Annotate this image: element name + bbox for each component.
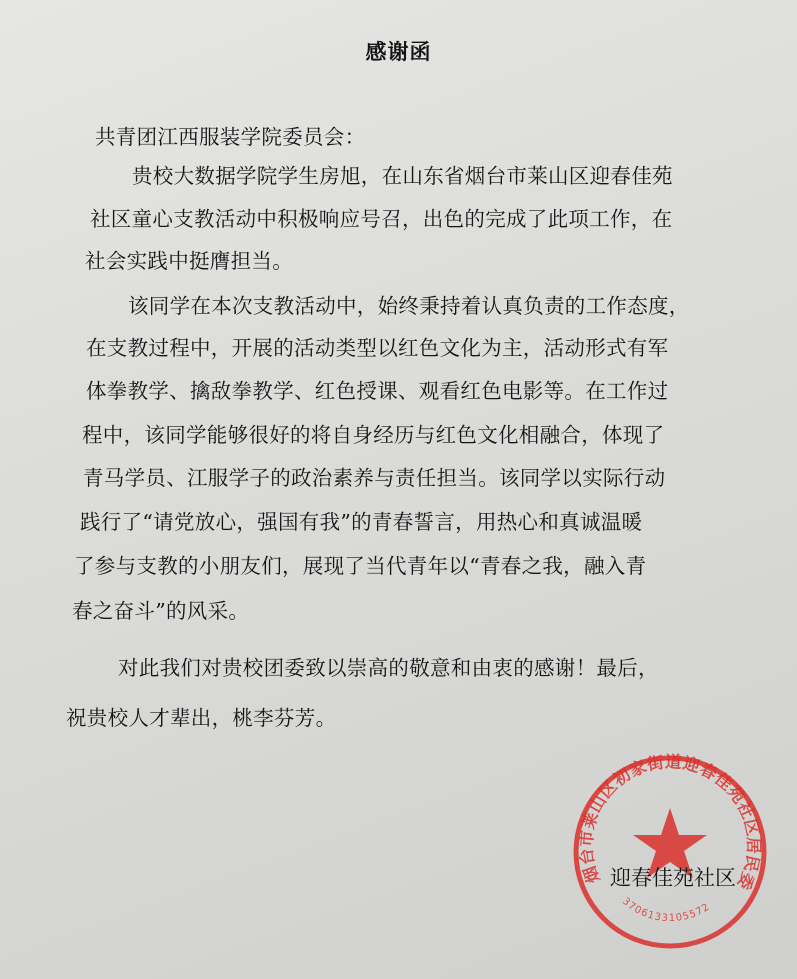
body-line: 对此我们对贵校团委致以崇高的敬意和由衷的感谢！最后，	[118, 656, 659, 680]
body-line: 程中，该同学能够很好的将自身经历与红色文化相融合，体现了	[82, 423, 665, 447]
body-line: 该同学在本次支教活动中，始终秉持着认真负责的工作态度，	[128, 294, 690, 318]
body-line: 践行了“请党放心，强国有我”的青春誓言，用热心和真诚温暖	[80, 510, 643, 534]
seal-graphic	[570, 752, 770, 952]
signature: 迎春佳苑社区	[610, 866, 736, 890]
body-line: 祝贵校人才辈出，桃李芬芳。	[66, 706, 337, 730]
body-line: 贵校大数据学院学生房旭，在山东省烟台市莱山区迎春佳苑	[132, 164, 673, 188]
body-line: 在支教过程中，开展的活动类型以红色文化为主，活动形式有军	[86, 336, 669, 360]
body-line: 社会实践中挺膺担当。	[85, 249, 293, 273]
official-seal	[570, 752, 770, 952]
body-line: 体拳教学、擒敌拳教学、红色授课、观看红色电影等。在工作过	[86, 379, 669, 403]
salutation: 共青团江西服装学院委员会：	[95, 125, 366, 149]
body-line: 青马学员、江服学子的政治素养与责任担当。该同学以实际行动	[83, 466, 666, 490]
body-line: 了参与支教的小朋友们，展现了当代青年以“青春之我，融入青	[74, 554, 647, 578]
body-line: 春之奋斗”的风采。	[72, 599, 250, 623]
seal-code: 3706133105572	[619, 895, 713, 925]
seal-ring-text: 烟台市莱山区初家街道迎春佳苑社区居民委	[576, 752, 764, 893]
letter-title: 感谢函	[365, 39, 432, 64]
body-line: 社区童心支教活动中积极响应号召，出色的完成了此项工作，在	[90, 207, 673, 231]
